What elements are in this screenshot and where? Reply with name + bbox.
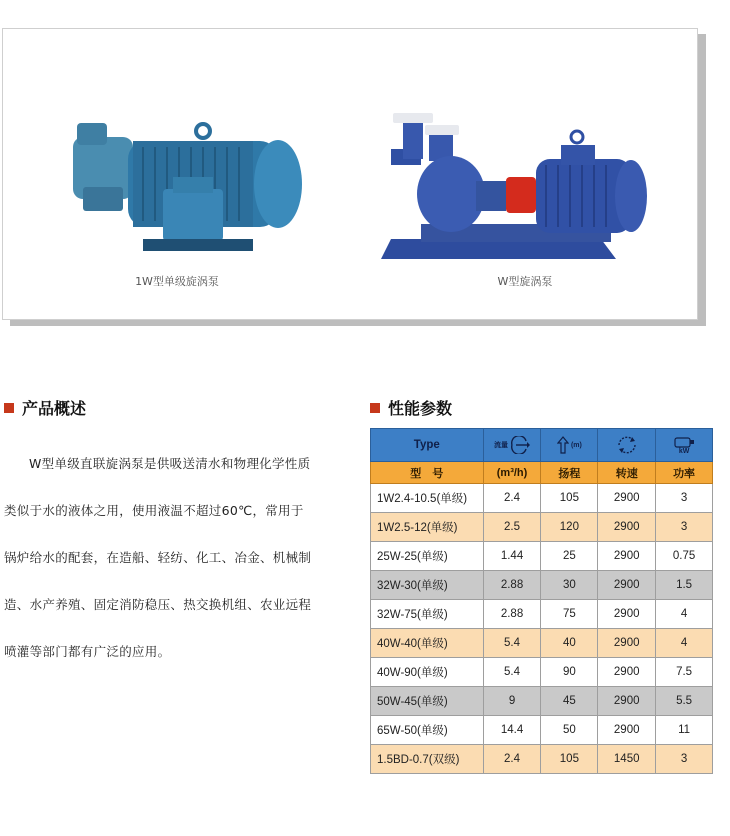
cell-flow: 2.4 <box>483 745 541 774</box>
cell-speed: 2900 <box>598 571 656 600</box>
cell-power: 0.75 <box>656 542 713 571</box>
flow-icon <box>510 436 530 454</box>
table-row <box>371 658 713 687</box>
col-speed: 转速 <box>598 462 656 484</box>
cell-speed: 1450 <box>598 745 656 774</box>
cell-flow: 2.88 <box>483 571 541 600</box>
table-header-labels <box>371 462 713 484</box>
cell-power: 1.5 <box>656 571 713 600</box>
cell-power: 11 <box>656 716 713 745</box>
cell-model: 65W-50(单级) <box>371 716 484 745</box>
col-head: 扬程 <box>541 462 598 484</box>
cell-head: 25 <box>541 542 598 571</box>
cell-model: 1W2.4-10.5(单级) <box>371 484 484 513</box>
product-panel <box>2 28 698 320</box>
performance-heading <box>370 396 452 419</box>
cell-head: 105 <box>541 484 598 513</box>
cell-flow: 14.4 <box>483 716 541 745</box>
cell-power: 3 <box>656 745 713 774</box>
table-row <box>371 745 713 774</box>
cell-head: 50 <box>541 716 598 745</box>
header-flow <box>483 429 541 462</box>
table-row <box>371 629 713 658</box>
cell-flow: 9 <box>483 687 541 716</box>
head-arrow-icon <box>557 436 569 454</box>
cell-head: 30 <box>541 571 598 600</box>
header-head-unit: (m) <box>570 441 582 449</box>
header-power-unit: kW <box>678 447 690 455</box>
cell-power: 4 <box>656 600 713 629</box>
product-1w <box>3 29 351 321</box>
header-power <box>656 429 713 462</box>
cell-flow: 2.5 <box>483 513 541 542</box>
performance-table <box>370 428 713 774</box>
product-caption: W型旋涡泵 <box>497 275 553 288</box>
header-head <box>541 429 598 462</box>
cell-head: 75 <box>541 600 598 629</box>
pump-1w-icon <box>3 89 351 269</box>
cell-model: 1.5BD-0.7(双级) <box>371 745 484 774</box>
table-row <box>371 600 713 629</box>
rotation-icon <box>616 435 638 455</box>
overview-heading <box>4 396 86 419</box>
cell-speed: 2900 <box>598 716 656 745</box>
cell-head: 105 <box>541 745 598 774</box>
cell-speed: 2900 <box>598 542 656 571</box>
header-flow-small: 流量 <box>494 442 509 449</box>
cell-power: 3 <box>656 513 713 542</box>
cell-flow: 2.88 <box>483 600 541 629</box>
heading-marker-icon <box>370 403 380 413</box>
cell-head: 45 <box>541 687 598 716</box>
cell-flow: 5.4 <box>483 658 541 687</box>
overview-heading-text: 产品概述 <box>22 399 87 418</box>
cell-speed: 2900 <box>598 600 656 629</box>
cell-power: 4 <box>656 629 713 658</box>
cell-model: 32W-75(单级) <box>371 600 484 629</box>
pump-w-icon <box>351 89 699 269</box>
cell-power: 7.5 <box>656 658 713 687</box>
table-row <box>371 513 713 542</box>
cell-head: 120 <box>541 513 598 542</box>
cell-head: 40 <box>541 629 598 658</box>
cell-speed: 2900 <box>598 513 656 542</box>
table-row <box>371 571 713 600</box>
header-speed <box>598 429 656 462</box>
table-header-icons <box>371 429 713 462</box>
cell-speed: 2900 <box>598 484 656 513</box>
cell-speed: 2900 <box>598 687 656 716</box>
cell-model: 1W2.5-12(单级) <box>371 513 484 542</box>
overview-text: W型单级直联旋涡泵是供吸送清水和物理化学性质类似于水的液体之用，使用液温不超过60℃，常用于锅炉给水的配套，在造船、轻纺、化工、冶金、机械制造、水产养殖、固定消防稳压、热交换机组、农业远程喷灌等部门都有广泛的应用。 <box>4 456 312 659</box>
cell-model: 25W-25(单级) <box>371 542 484 571</box>
cell-flow: 2.4 <box>483 484 541 513</box>
cell-flow: 5.4 <box>483 629 541 658</box>
product-w <box>351 29 699 321</box>
col-model: 型 号 <box>371 462 484 484</box>
cell-model: 50W-45(单级) <box>371 687 484 716</box>
cell-model: 32W-30(单级) <box>371 571 484 600</box>
motor-icon <box>673 436 695 448</box>
cell-power: 5.5 <box>656 687 713 716</box>
performance-heading-text: 性能参数 <box>388 399 453 418</box>
col-power: 功率 <box>656 462 713 484</box>
product-caption: 1W型单级旋涡泵 <box>135 275 219 288</box>
col-flow: (m³/h) <box>483 462 541 484</box>
cell-model: 40W-90(单级) <box>371 658 484 687</box>
table-row <box>371 484 713 513</box>
table-row <box>371 716 713 745</box>
cell-power: 3 <box>656 484 713 513</box>
heading-marker-icon <box>4 403 14 413</box>
cell-speed: 2900 <box>598 658 656 687</box>
table-row <box>371 542 713 571</box>
cell-head: 90 <box>541 658 598 687</box>
table-row <box>371 687 713 716</box>
header-type: Type <box>371 429 484 462</box>
cell-model: 40W-40(单级) <box>371 629 484 658</box>
cell-flow: 1.44 <box>483 542 541 571</box>
cell-speed: 2900 <box>598 629 656 658</box>
